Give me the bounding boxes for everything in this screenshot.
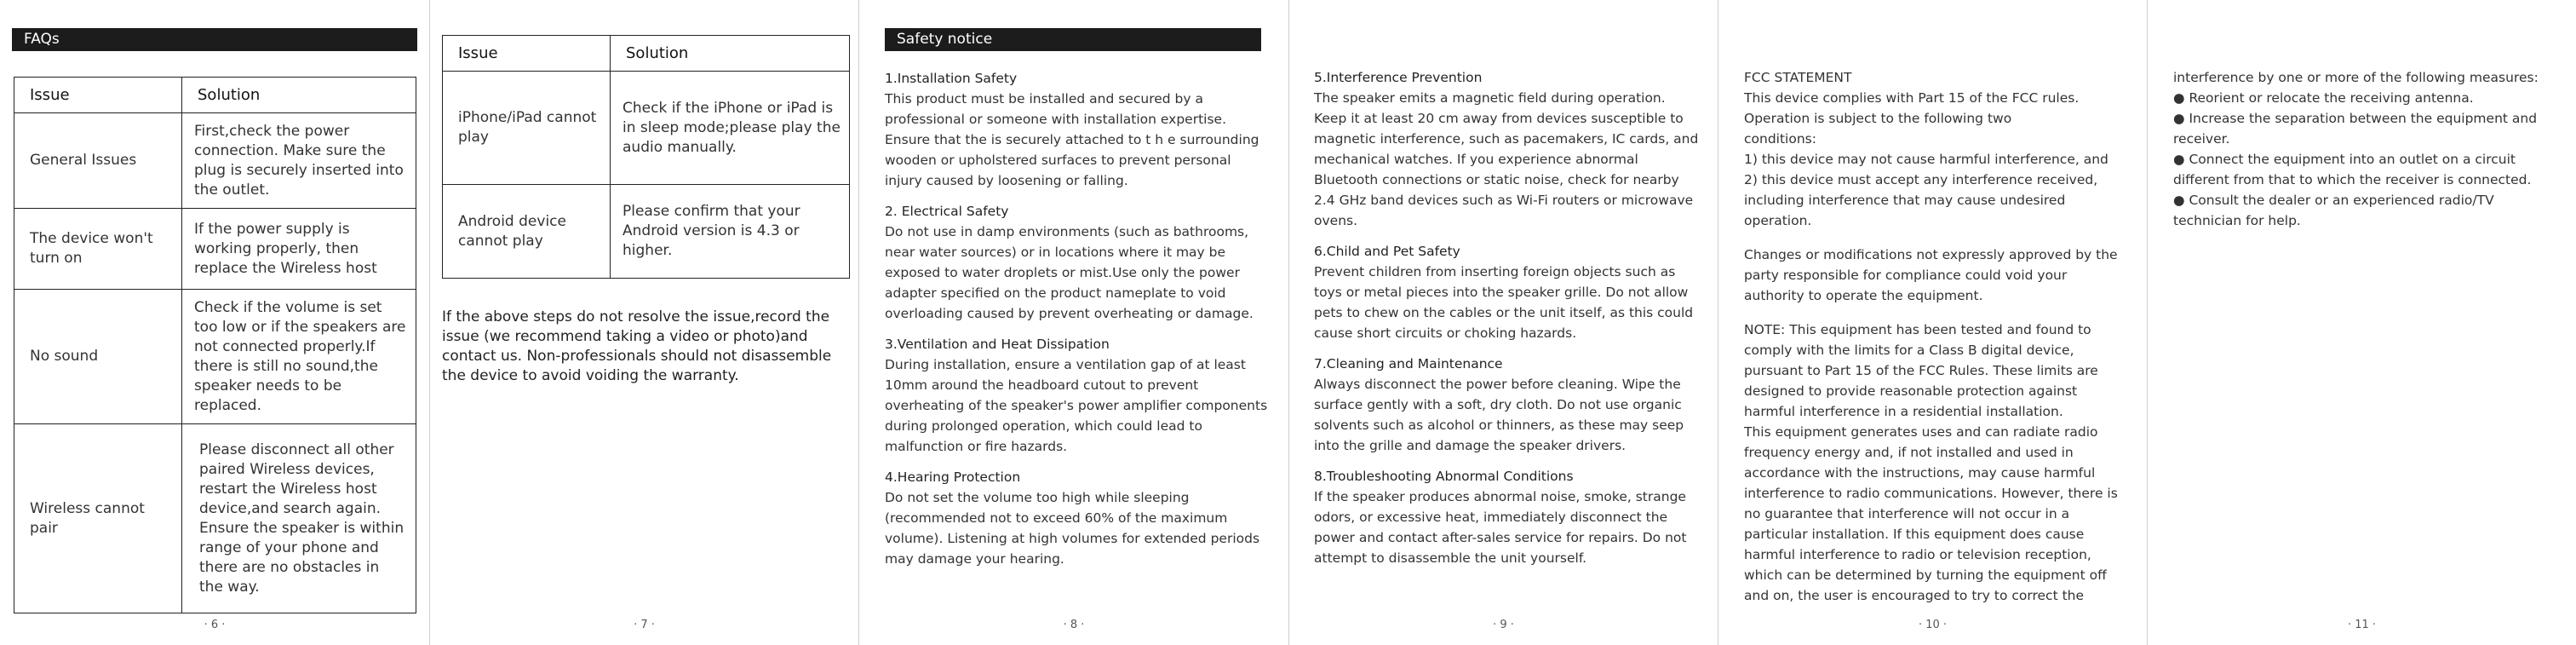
- faq-table: [14, 77, 416, 613]
- safety-column-left: [885, 68, 1270, 579]
- page-11: [2148, 0, 2576, 645]
- page-7: [430, 0, 858, 645]
- fcc-line: Operation is subject to the following two: [1744, 111, 2012, 126]
- measure-item: ● Consult the dealer or an experienced radio/TV technician for help.: [2173, 193, 2494, 228]
- section-body: Always disconnect the power before cleaning. Wipe the surface gently with a soft, dry cloth. Do not use organic solvents such as alcohol or thinners, as these may seep into the grille and damage the speaker drivers.: [1314, 377, 1684, 453]
- safety-column-right: [1314, 67, 1701, 579]
- page-number: · 8 ·: [1063, 619, 1085, 631]
- safety-title-bar: [885, 28, 1261, 51]
- fcc-note: NOTE: This equipment has been tested and found to comply with the limits for a Class B digital device, pursuant to Part 15 of the FCC Rules. These limits are designed to provide reasonable protection against harmful interference in a residential installation.: [1744, 322, 2098, 419]
- section-title: 2. Electrical Safety: [885, 204, 1009, 219]
- page-number: · 6 ·: [204, 619, 226, 631]
- safety-section: [1314, 354, 1701, 456]
- fcc-line: operation.: [1744, 213, 1812, 228]
- section-title: 3.Ventilation and Heat Dissipation: [885, 337, 1110, 352]
- faq-table-continued: [442, 35, 850, 279]
- page-number: · 9 ·: [1493, 619, 1514, 631]
- table-row: [443, 72, 850, 185]
- page-number: · 11 ·: [2347, 619, 2377, 631]
- solution-cell: Please disconnect all other paired Wireless devices, restart the Wireless host device,and search again. Ensure the speaker is within range of your phone and there are no obstacles in the way.: [182, 424, 416, 613]
- issue-cell: The device won't turn on: [14, 209, 182, 290]
- safety-title: Safety notice: [897, 31, 993, 48]
- section-title: 5.Interference Prevention: [1314, 70, 1483, 85]
- section-body: Do not use in damp environments (such as bathrooms, near water sources) or in locations where it may be exposed to water droplets or mist.Use only the power adapter specified on the product nameplate to void overloading caused by prevent overheating or damage.: [885, 224, 1254, 321]
- page-8: [859, 0, 1288, 645]
- section-body: The speaker emits a magnetic field during operation. Keep it at least 20 cm away from devices susceptible to magnetic interference, such as pacemakers, IC cards, and mechanical watches. If you experience abnormal Bluetooth connections or static noise, check for nearby 2.4 GHz band devices such as Wi-Fi routers or microwave ovens.: [1314, 90, 1699, 228]
- issue-cell: iPhone/iPad cannot play: [443, 72, 611, 185]
- page-number: · 7 ·: [634, 619, 655, 631]
- warranty-note: If the above steps do not resolve the issue,record the issue (we recommend taking a video or photo)and contact us. Non-professionals should not disassemble the device to avoid voiding the warranty.: [442, 308, 832, 384]
- page-6: [0, 0, 429, 645]
- fcc-line: conditions:: [1744, 131, 1816, 147]
- section-body: If the speaker produces abnormal noise, smoke, strange odors, or excessive heat, immediately disconnect the power and contact after-sales service for repairs. Do not attempt to disassemble the unit yourself.: [1314, 489, 1687, 566]
- section-title: 1.Installation Safety: [885, 71, 1018, 86]
- section-title: 8.Troubleshooting Abnormal Conditions: [1314, 469, 1574, 484]
- section-title: 4.Hearing Protection: [885, 469, 1021, 485]
- measures-lead: interference by one or more of the following measures:: [2173, 70, 2539, 85]
- safety-section: [1314, 241, 1701, 343]
- header-issue: Issue: [14, 78, 182, 113]
- header-issue: Issue: [443, 36, 611, 72]
- page-9: [1289, 0, 1718, 645]
- safety-section: [885, 467, 1270, 569]
- measure-item: ● Reorient or relocate the receiving antenna.: [2173, 90, 2474, 106]
- issue-cell: General Issues: [14, 113, 182, 209]
- safety-section: [1314, 67, 1701, 231]
- issue-cell: Android device cannot play: [443, 185, 611, 279]
- table-row: [14, 424, 416, 613]
- issue-cell: Wireless cannot pair: [14, 424, 182, 613]
- faq-title-bar: [12, 28, 417, 51]
- faq-table-header: [443, 36, 850, 72]
- solution-cell: Check if the iPhone or iPad is in sleep mode;please play the audio manually.: [611, 72, 850, 185]
- issue-cell: No sound: [14, 290, 182, 424]
- safety-section: [885, 201, 1270, 324]
- safety-section: [885, 334, 1270, 457]
- section-body: Prevent children from inserting foreign objects such as toys or metal pieces into the speaker grille. Do not allow pets to chew on the cables or the unit itself, as this could cause short circuits or choking hazards.: [1314, 264, 1694, 341]
- section-body: During installation, ensure a ventilation gap of at least 10mm around the headboard cutout to prevent overheating of the speaker's power amplifier components during prolonged operation, which could lead to malfunction or fire hazards.: [885, 357, 1268, 454]
- header-solution: Solution: [611, 36, 850, 72]
- section-title: 7.Cleaning and Maintenance: [1314, 356, 1503, 371]
- solution-cell: First,check the power connection. Make sure the plug is securely inserted into the outlet.: [182, 113, 416, 209]
- solution-cell: Check if the volume is set too low or if the speakers are not connected properly.If there is still no sound,the speaker needs to be replaced.: [182, 290, 416, 424]
- section-body: Do not set the volume too high while sleeping (recommended not to exceed 60% of the maximum volume). Listening at high volumes for extended periods may damage your hearing.: [885, 490, 1260, 567]
- measure-item: ● Increase the separation between the equipment and receiver.: [2173, 111, 2538, 147]
- fcc-line: including interference that may cause undesired: [1744, 193, 2066, 208]
- faq-table-header: [14, 78, 416, 113]
- page-10: [1718, 0, 2147, 645]
- fcc-measures-column: [2173, 67, 2561, 231]
- table-row: [14, 290, 416, 424]
- fcc-line: 1) this device may not cause harmful interference, and: [1744, 152, 2108, 167]
- safety-section: [885, 68, 1270, 191]
- fcc-line: This device complies with Part 15 of the FCC rules.: [1744, 90, 2080, 106]
- table-row: [443, 185, 850, 279]
- faq-title: FAQs: [24, 31, 60, 48]
- solution-cell: If the power supply is working properly, then replace the Wireless host: [182, 209, 416, 290]
- fcc-intro: [1744, 67, 2129, 231]
- fcc-title: FCC STATEMENT: [1744, 70, 1852, 85]
- fcc-note-continued: This equipment generates uses and can radiate radio frequency energy and, if not installed and used in accordance with the instructions, may cause harmful interference to radio communications. However, there is no guarantee that interference will not occur in a particular installation. If this equipment does cause harmful interference to radio or television reception, which can be determined by turning the equipment off and on, the user is encouraged to try to correct the: [1744, 424, 2118, 603]
- section-title: 6.Child and Pet Safety: [1314, 244, 1460, 259]
- fcc-column: [1744, 67, 2129, 606]
- header-solution: Solution: [182, 78, 416, 113]
- measure-item: ● Connect the equipment into an outlet on a circuit different from that to which the receiver is connected.: [2173, 152, 2532, 187]
- section-body: This product must be installed and secured by a professional or someone with installation expertise. Ensure that the is securely attached to t h e surrounding wooden or upholstered surfaces to prevent personal injury caused by loosening or falling.: [885, 91, 1259, 188]
- solution-cell: Please confirm that your Android version is 4.3 or higher.: [611, 185, 850, 279]
- table-row: [14, 209, 416, 290]
- page-number: · 10 ·: [1918, 619, 1948, 631]
- table-row: [14, 113, 416, 209]
- safety-section: [1314, 466, 1701, 568]
- fcc-line: 2) this device must accept any interference received,: [1744, 172, 2098, 187]
- fcc-changes: Changes or modifications not expressly approved by the party responsible for compliance could void your authority to operate the equipment.: [1744, 247, 2118, 303]
